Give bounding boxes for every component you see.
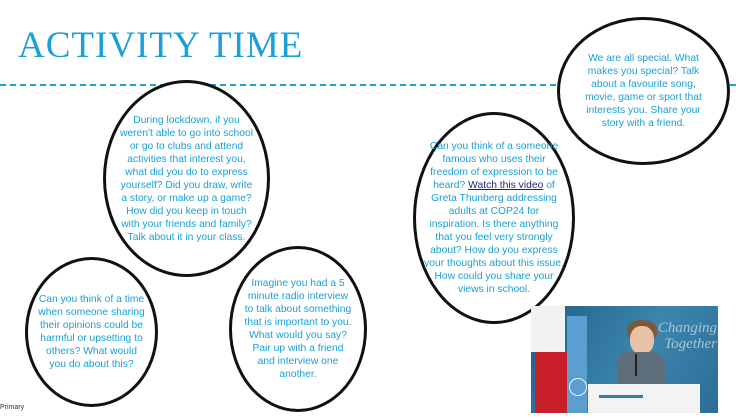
- special-prompt-circle: [557, 17, 730, 165]
- slide-title: ACTIVITY TIME: [18, 25, 304, 66]
- un-emblem-icon: [569, 378, 587, 396]
- harmful-opinions-text: Can you think of a time when someone sharing their opinions could be harmful or upsetting to others? What would you do about this?: [38, 294, 145, 370]
- podium: [588, 384, 700, 413]
- un-flag: [567, 316, 587, 413]
- speaker-face: [630, 326, 654, 354]
- famous-expression-text: [424, 140, 564, 296]
- famous-text-after: of Greta Thunberg addressing adults at COP24 for inspiration. Is there anything that you feel very strongly about? How do you express your thoughts about this issue. How could you share your views in school.: [424, 180, 564, 295]
- poland-flag-white: [531, 306, 565, 352]
- lockdown-prompt-circle: [103, 80, 270, 277]
- famous-expression-circle: [413, 112, 575, 324]
- lockdown-prompt-text: During lockdown, if you weren't able to go into school or go to clubs and attend activities that interest you, what did you do to express yourself? Did you draw, write a story, or make up a game? How did you keep in touch with your friends and family? Talk about it in your class.: [119, 114, 254, 243]
- radio-interview-circle: [229, 246, 367, 412]
- podium-logo-stripe: [599, 395, 643, 398]
- video-watermark-text: Changing Together: [657, 320, 717, 352]
- corner-label: Primary: [0, 404, 25, 411]
- greta-video-thumbnail[interactable]: [531, 306, 718, 413]
- microphone-icon: [635, 354, 637, 376]
- watch-video-link[interactable]: Watch this video: [468, 180, 544, 191]
- harmful-opinions-circle: [25, 257, 158, 407]
- poland-flag-red: [535, 352, 569, 413]
- famous-text-before: Can you think of a someone famous who uses their freedom of expression to be heard?: [429, 141, 559, 191]
- special-prompt-text: We are all special. What makes you special? Talk about a favourite song, movie, game or sport that interests you. Share your story with a friend.: [585, 53, 702, 129]
- radio-interview-text: Imagine you had a 5 minute radio interview to talk about something that is important to you. What would you say? Pair up with a friend and interview one another.: [244, 278, 352, 380]
